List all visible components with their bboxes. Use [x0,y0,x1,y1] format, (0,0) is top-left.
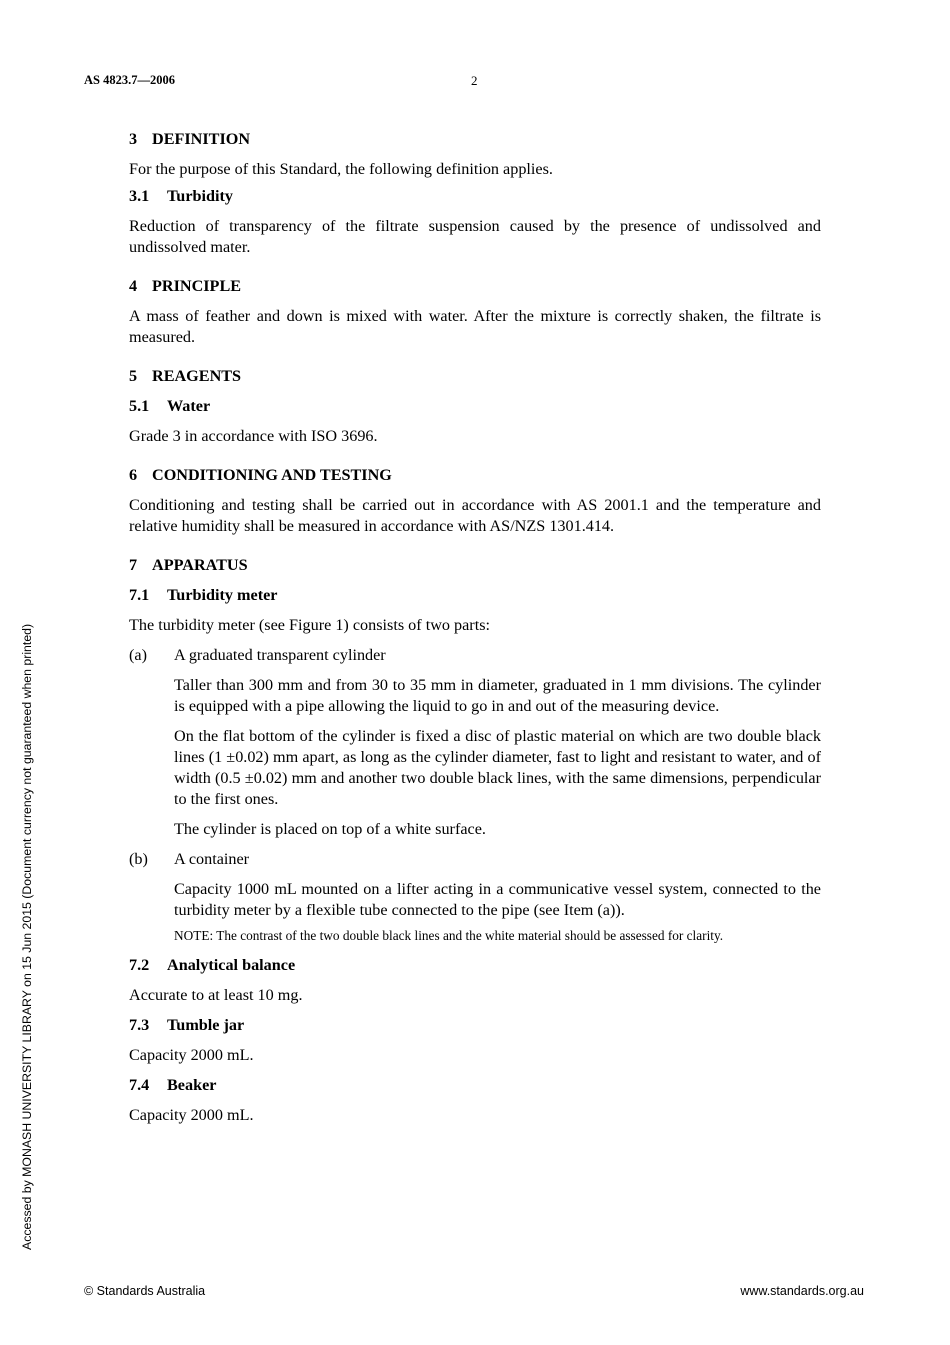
note: NOTE: The contrast of the two double black lines and the white material should be assessed for clarity. [174,928,724,943]
paragraph: Conditioning and testing shall be carried out in accordance with AS 2001.1 and the temperature and relative humidity shall be measured in accordance with AS/NZS 1301.414. [129,496,821,535]
paragraph: The turbidity meter (see Figure 1) consists of two parts: [129,616,490,634]
section-heading: 6 CONDITIONING AND TESTING [129,466,392,484]
subsection-heading: 3.1 Turbidity [129,187,233,205]
list-item: (b) A container [129,850,250,868]
subsection-heading: 7.2 Analytical balance [129,955,296,974]
document-id: AS 4823.7—2006 [84,73,175,87]
subsection-heading: 5.1 Water [129,397,211,415]
paragraph: Reduction of transparency of the filtrate suspension caused by the presence of undissolved and undissolved mater. [129,217,821,256]
access-watermark: Accessed by MONASH UNIVERSITY LIBRARY on 15 Jun 2015 (Document currency not guaranteed when printed) [20,623,34,1250]
footer-copyright: © Standards Australia [84,1284,206,1298]
paragraph: Grade 3 in accordance with ISO 3696. [129,427,378,445]
list-item: (a) A graduated transparent cylinder [129,646,386,664]
paragraph: For the purpose of this Standard, the following definition applies. [129,160,553,178]
document-body [129,129,821,1135]
subsection-heading: 7.3 Tumble jar [129,1015,245,1034]
paragraph: On the flat bottom of the cylinder is fixed a disc of plastic material on which are two double black lines (1 ±0.02) mm apart, as long as the cylinder diameter, fast to light and resistant to water, and of width (0.5 ±0.02) mm and another two double black lines, with the same dimensions, perpendicular to the first ones. [174,727,821,808]
section-heading: 4 PRINCIPLE [129,277,242,295]
paragraph: Taller than 300 mm and from 30 to 35 mm in diameter, graduated in 1 mm divisions. The cylinder is equipped with a pipe allowing the liquid to go in and out of the measuring device. [174,676,821,715]
paragraph: A mass of feather and down is mixed with water. After the mixture is correctly shaken, the filtrate is measured. [129,307,821,346]
section-heading: 7 APPARATUS [129,556,248,574]
subsection-heading: 7.4 Beaker [129,1075,217,1094]
page-number: 2 [471,73,478,88]
section-heading: 3 DEFINITION [129,130,251,148]
paragraph: Accurate to at least 10 mg. [129,985,303,1004]
paragraph: The cylinder is placed on top of a white surface. [174,820,486,838]
section-heading: 5 REAGENTS [129,367,242,385]
paragraph: Capacity 1000 mL mounted on a lifter acting in a communicative vessel system, connected to the turbidity meter by a flexible tube connected to the pipe (see Item (a)). [174,880,821,919]
paragraph: Capacity 2000 mL. [129,1105,254,1124]
subsection-heading: 7.1 Turbidity meter [129,586,278,604]
paragraph: Capacity 2000 mL. [129,1045,254,1064]
footer-website: www.standards.org.au [740,1284,864,1298]
